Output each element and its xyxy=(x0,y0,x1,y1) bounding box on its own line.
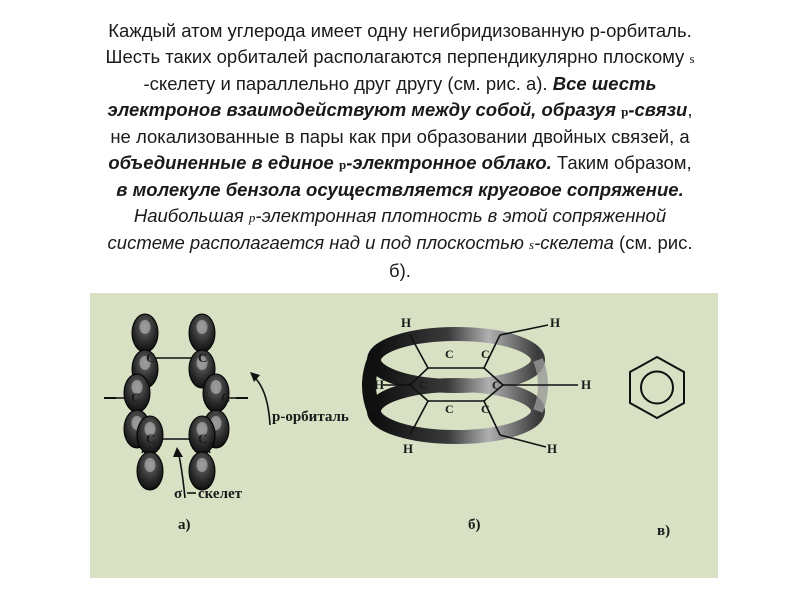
emphasis-text: электронов взаимодействуют между собой, образуя xyxy=(107,98,616,120)
arrow-head-shape xyxy=(250,372,260,382)
text-line-2 xyxy=(40,44,760,72)
sigma-symbol: s xyxy=(529,237,535,252)
figure-a-orbitals xyxy=(104,314,349,533)
italic-text: -скелета xyxy=(534,232,614,253)
atom-c-label: C xyxy=(146,350,156,365)
atom-c-label: C xyxy=(198,431,208,446)
atom-h-label: H xyxy=(550,315,561,330)
p-orbital-label: р-орбиталь xyxy=(272,409,349,425)
atom-c-label: C xyxy=(131,390,141,405)
text-run: , xyxy=(687,98,693,120)
pi-symbol: p xyxy=(621,103,629,119)
caption-a: а) xyxy=(178,517,191,533)
benzene-figure xyxy=(90,293,718,578)
figure-b-electron-cloud xyxy=(369,315,591,533)
atom-c-label: C xyxy=(492,378,501,392)
text-run: б). xyxy=(389,259,411,281)
p-orbital-shape xyxy=(189,416,215,490)
text-line-4 xyxy=(40,97,760,125)
caption-b: б) xyxy=(468,517,481,533)
benzene-hexagon-shape xyxy=(630,357,684,418)
emphasis-text: Все шесть xyxy=(552,73,657,94)
emphasis-text: в молекуле бензола осуществляется круговое сопряжение. xyxy=(116,179,684,200)
p-orbital-shape xyxy=(137,416,163,490)
atom-c-label: C xyxy=(481,347,490,361)
text-line-8 xyxy=(40,203,760,231)
atom-h-label: H xyxy=(403,441,414,456)
italic-text: системе располагается над и под плоскостью xyxy=(107,232,524,253)
figure-c-benzene-symbol xyxy=(630,357,684,539)
paragraph xyxy=(40,18,760,283)
skeleton-label: скелет xyxy=(198,486,243,502)
pi-symbol: p xyxy=(338,156,347,172)
text-line-3 xyxy=(40,71,760,97)
atom-h-label: H xyxy=(581,377,592,392)
benzene-figure-svg xyxy=(90,293,718,578)
text-run: Шесть таких орбиталей располагаются перпендикулярно плоскому xyxy=(105,45,685,67)
atom-c-label: C xyxy=(481,402,490,416)
text-line-1 xyxy=(40,18,760,44)
aromatic-circle-shape xyxy=(641,372,673,404)
emphasis-text: -связи xyxy=(628,98,688,120)
text-run: Каждый атом углерода имеет одну негибридизованную р-орбиталь. xyxy=(108,20,692,41)
text-line-6 xyxy=(40,150,760,178)
sigma-label: σ xyxy=(174,486,183,502)
atom-c-label: C xyxy=(419,378,428,392)
atom-h-label: H xyxy=(401,315,412,330)
atom-c-label: C xyxy=(221,390,231,405)
atom-c-label: C xyxy=(198,350,208,365)
italic-text: -электронная плотность в этой сопряженной xyxy=(255,204,667,226)
sigma-symbol: s xyxy=(689,50,695,66)
arrow-head-shape xyxy=(173,447,183,457)
emphasis-text: объединенные в единое xyxy=(108,151,334,173)
atom-c-label: C xyxy=(146,431,156,446)
emphasis-text: -электронное облако. xyxy=(346,151,552,173)
text-run: не локализованные в пары как при образовании двойных связей, а xyxy=(110,126,690,147)
caption-c: в) xyxy=(657,523,671,539)
text-run: -скелету и параллельно друг другу (см. рис. а). xyxy=(143,73,553,94)
atom-c-label: C xyxy=(445,347,454,361)
pi-symbol: p xyxy=(248,209,256,225)
text-line-10 xyxy=(40,258,760,284)
atom-h-label: H xyxy=(374,377,385,392)
atom-h-label: H xyxy=(547,441,558,456)
italic-text: Наибольшая xyxy=(133,204,244,226)
text-run: Таким образом, xyxy=(551,151,692,173)
text-line-7 xyxy=(40,177,760,203)
text-line-5 xyxy=(40,124,760,150)
text-line-9 xyxy=(40,230,760,258)
text-run: (см. рис. xyxy=(613,232,693,253)
p-orbital-arrow xyxy=(252,375,270,425)
atom-c-label: C xyxy=(445,402,454,416)
